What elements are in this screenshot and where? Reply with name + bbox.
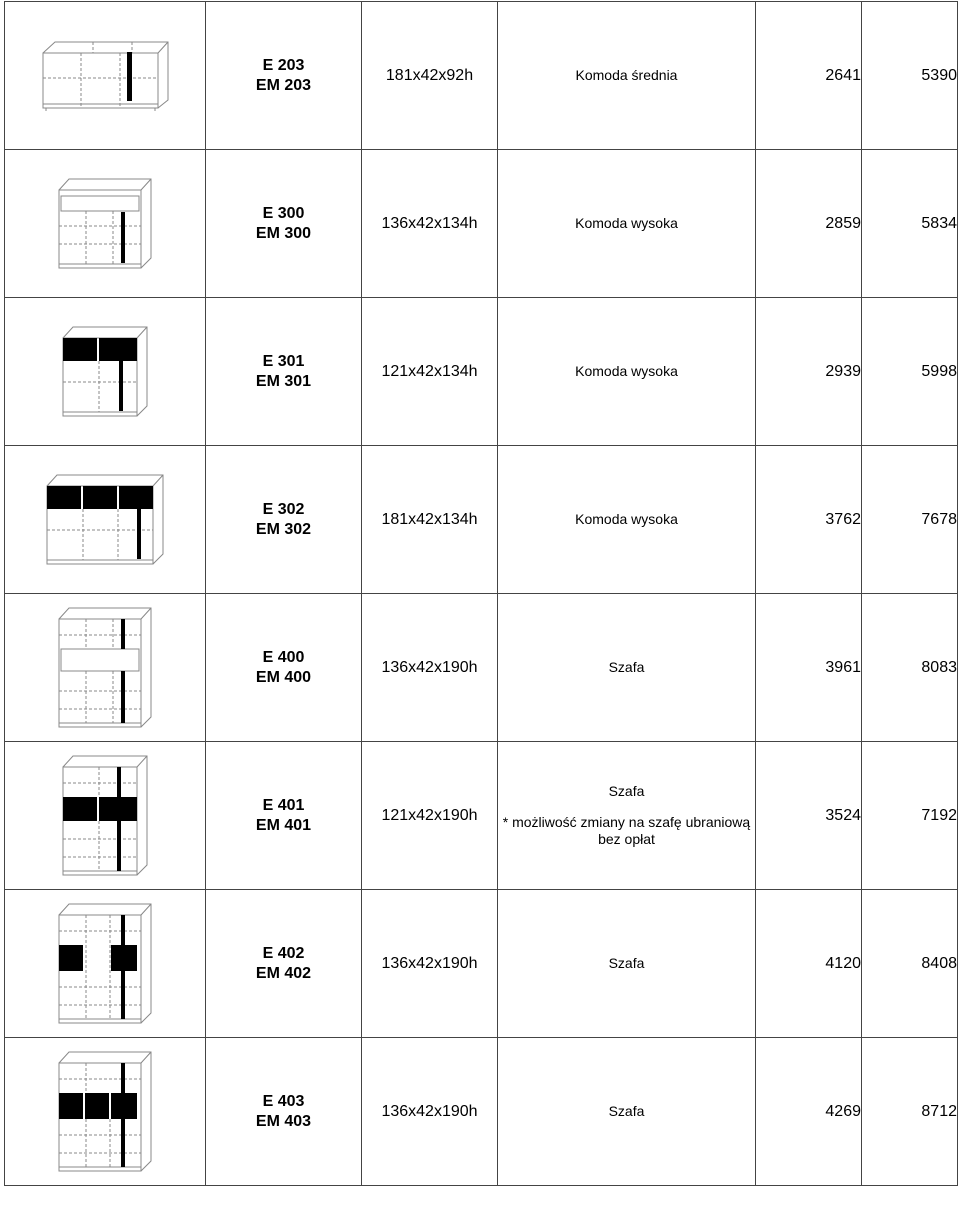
product-dimensions: 121x42x190h (362, 742, 498, 890)
product-image-cell (5, 150, 206, 298)
product-dimensions: 181x42x92h (362, 2, 498, 150)
product-price-2: 7678 (862, 446, 958, 594)
product-description: Komoda średnia (575, 67, 678, 83)
table-row (5, 2, 958, 150)
product-price-2: 5390 (862, 2, 958, 150)
product-dimensions: 181x42x134h (362, 446, 498, 594)
product-description: Szafa (608, 1103, 645, 1119)
product-code-em: EM 302 (255, 520, 312, 538)
komoda-srednia-icon (40, 38, 170, 113)
product-code-e: E 203 (262, 56, 305, 74)
product-price-2: 7192 (862, 742, 958, 890)
product-image-cell (5, 742, 206, 890)
product-code-em: EM 300 (255, 224, 312, 242)
szafa-icon (59, 753, 151, 878)
product-description-cell (498, 2, 756, 150)
product-image-cell (5, 2, 206, 150)
product-image-cell (5, 594, 206, 742)
product-code-cell (206, 298, 362, 446)
product-price-2: 8083 (862, 594, 958, 742)
product-code-e: E 401 (262, 796, 305, 814)
product-description-cell (498, 150, 756, 298)
komoda-wysoka-icon (59, 324, 151, 419)
product-image-cell (5, 890, 206, 1038)
product-dimensions: 136x42x190h (362, 1038, 498, 1186)
szafa-icon (55, 1049, 155, 1174)
table-row (5, 150, 958, 298)
product-price-2: 5998 (862, 298, 958, 446)
product-image-cell (5, 298, 206, 446)
product-code-cell (206, 890, 362, 1038)
product-code-em: EM 402 (255, 964, 312, 982)
product-description: Komoda wysoka (575, 215, 678, 231)
table-row (5, 594, 958, 742)
product-code-cell (206, 150, 362, 298)
product-price-1: 4120 (756, 890, 862, 1038)
product-code-em: EM 403 (255, 1112, 312, 1130)
product-price-2: 8408 (862, 890, 958, 1038)
product-description: Komoda wysoka (575, 363, 678, 379)
product-code-em: EM 203 (255, 76, 312, 94)
product-code-e: E 301 (262, 352, 305, 370)
product-image-cell (5, 446, 206, 594)
product-dimensions: 136x42x134h (362, 150, 498, 298)
table-row (5, 890, 958, 1038)
product-description-cell (498, 1038, 756, 1186)
product-dimensions: 121x42x134h (362, 298, 498, 446)
product-description-cell (498, 742, 756, 890)
product-price-2: 5834 (862, 150, 958, 298)
product-code-cell (206, 2, 362, 150)
product-dimensions: 136x42x190h (362, 594, 498, 742)
product-code-em: EM 401 (255, 816, 312, 834)
product-price-1: 2859 (756, 150, 862, 298)
szafa-icon (55, 605, 155, 730)
product-description-cell (498, 446, 756, 594)
product-description-cell (498, 594, 756, 742)
product-note: * możliwość zmiany na szafę ubraniową bez opłat (502, 814, 751, 847)
product-dimensions: 136x42x190h (362, 890, 498, 1038)
product-code-cell (206, 1038, 362, 1186)
table-row (5, 446, 958, 594)
product-price-1: 3524 (756, 742, 862, 890)
product-code-e: E 400 (262, 648, 305, 666)
table-row (5, 298, 958, 446)
product-price-2: 8712 (862, 1038, 958, 1186)
product-image-cell (5, 1038, 206, 1186)
product-description: Szafa (608, 783, 645, 799)
product-code-e: E 403 (262, 1092, 305, 1110)
product-description: Szafa (608, 955, 645, 971)
product-table (4, 1, 958, 1186)
product-price-1: 3762 (756, 446, 862, 594)
product-price-1: 3961 (756, 594, 862, 742)
komoda-wysoka-icon (43, 472, 167, 567)
komoda-wysoka-icon (55, 176, 155, 271)
product-description-cell (498, 298, 756, 446)
product-code-e: E 302 (262, 500, 305, 518)
table-row (5, 742, 958, 890)
table-row (5, 1038, 958, 1186)
product-description: Komoda wysoka (575, 511, 678, 527)
product-code-e: E 402 (262, 944, 305, 962)
szafa-icon (55, 901, 155, 1026)
product-price-1: 2641 (756, 2, 862, 150)
product-code-cell (206, 446, 362, 594)
product-code-cell (206, 742, 362, 890)
product-code-e: E 300 (262, 204, 305, 222)
product-description-cell (498, 890, 756, 1038)
product-price-1: 2939 (756, 298, 862, 446)
product-description: Szafa (608, 659, 645, 675)
product-price-1: 4269 (756, 1038, 862, 1186)
product-code-cell (206, 594, 362, 742)
product-code-em: EM 301 (255, 372, 312, 390)
product-code-em: EM 400 (255, 668, 312, 686)
